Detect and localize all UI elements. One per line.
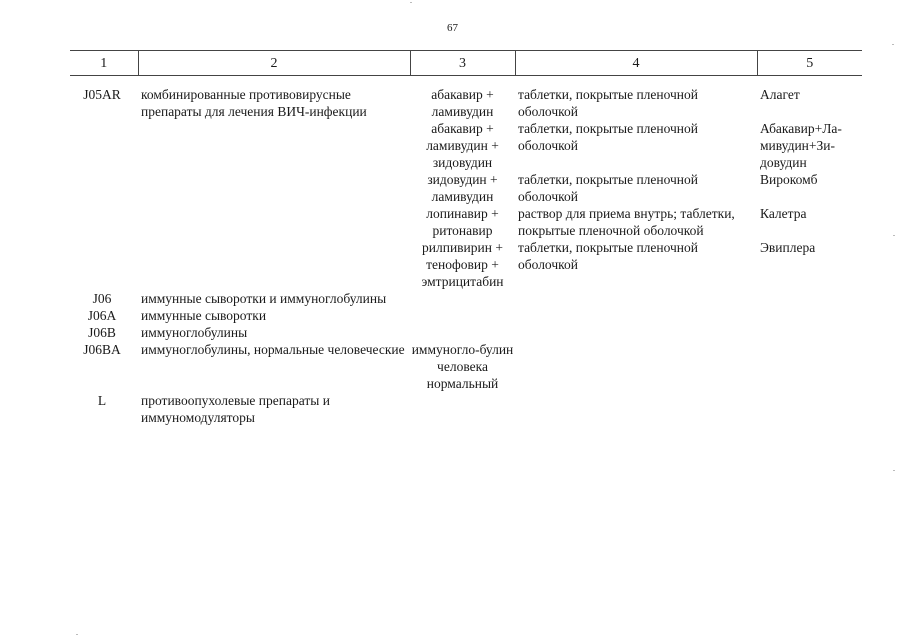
drug-inn: иммуногло-булин человека нормальный bbox=[411, 342, 514, 391]
atc-code bbox=[70, 120, 138, 171]
brand-name: Вирокомб bbox=[760, 172, 818, 187]
table-row bbox=[70, 290, 862, 307]
brand-name: Калетра bbox=[760, 206, 807, 221]
group-name: иммуноглобулины, нормальные человеческие bbox=[141, 342, 405, 357]
group-name: иммунные сыворотки bbox=[141, 308, 267, 323]
atc-code bbox=[70, 239, 138, 290]
drug-inn: зидовудин + ламивудин bbox=[427, 172, 498, 204]
drug-inn: рилпивирин + тенофовир + эмтрицитабин bbox=[421, 240, 504, 289]
dosage-form: таблетки, покрытые пленочной оболочкой bbox=[518, 87, 699, 119]
dosage-form bbox=[515, 290, 757, 307]
drug-table bbox=[70, 50, 862, 426]
group-name: противоопухолевые препараты и иммуномодуляторы bbox=[141, 393, 330, 425]
scan-speck bbox=[893, 235, 895, 236]
group-name bbox=[138, 239, 410, 290]
drug-inn: лопинавир + ритонавир bbox=[426, 206, 499, 238]
dosage-form: таблетки, покрытые пленочной оболочкой bbox=[518, 240, 699, 272]
group-name bbox=[138, 120, 410, 171]
group-name: иммунные сыворотки и иммуноглобулины bbox=[141, 291, 387, 306]
brand-name: Абакавир+Ла-мивудин+Зи-довудин bbox=[760, 121, 842, 170]
table-row bbox=[70, 76, 862, 121]
group-name: комбинированные противовирусные препараты для лечения ВИЧ-инфекции bbox=[141, 87, 367, 119]
scan-speck bbox=[893, 470, 895, 471]
dosage-form: раствор для приема внутрь; таблетки, покрытые пленочной оболочкой bbox=[518, 206, 735, 238]
dosage-form bbox=[515, 324, 757, 341]
brand-name bbox=[757, 341, 862, 392]
atc-code: J06A bbox=[87, 308, 117, 323]
dosage-form bbox=[515, 392, 757, 426]
brand-name bbox=[757, 324, 862, 341]
drug-inn: абакавир + ламивудин + зидовудин bbox=[426, 121, 499, 170]
dosage-form: таблетки, покрытые пленочной оболочкой bbox=[518, 172, 699, 204]
brand-name bbox=[757, 307, 862, 324]
brand-name: Эвиплера bbox=[760, 240, 816, 255]
column-header-2: 2 bbox=[138, 51, 410, 76]
drug-inn: абакавир + ламивудин bbox=[431, 87, 494, 119]
table-row bbox=[70, 307, 862, 324]
atc-code: J06B bbox=[88, 325, 116, 340]
drug-inn bbox=[410, 307, 515, 324]
table-header-row bbox=[70, 51, 862, 76]
column-header-4: 4 bbox=[515, 51, 757, 76]
column-header-3: 3 bbox=[410, 51, 515, 76]
table-row bbox=[70, 120, 862, 171]
atc-code: J06 bbox=[92, 291, 112, 306]
dosage-form bbox=[515, 307, 757, 324]
atc-code: L bbox=[97, 393, 107, 408]
dosage-form bbox=[515, 341, 757, 392]
group-name bbox=[138, 205, 410, 239]
drug-inn bbox=[410, 290, 515, 307]
scan-speck bbox=[892, 44, 894, 45]
scan-speck bbox=[410, 2, 412, 3]
drug-inn bbox=[410, 324, 515, 341]
table-row bbox=[70, 324, 862, 341]
column-header-1: 1 bbox=[70, 51, 138, 76]
atc-code: J05AR bbox=[83, 87, 121, 102]
table-row bbox=[70, 205, 862, 239]
page-number: 67 bbox=[447, 22, 458, 34]
column-header-5: 5 bbox=[757, 51, 862, 76]
group-name: иммуноглобулины bbox=[141, 325, 248, 340]
brand-name bbox=[757, 392, 862, 426]
table-row bbox=[70, 341, 862, 392]
drug-inn bbox=[410, 392, 515, 426]
atc-code: J06BA bbox=[83, 342, 121, 357]
brand-name bbox=[757, 290, 862, 307]
brand-name: Алагет bbox=[760, 87, 800, 102]
scan-speck bbox=[76, 634, 78, 635]
table-row bbox=[70, 239, 862, 290]
atc-code bbox=[70, 205, 138, 239]
table-row bbox=[70, 171, 862, 205]
dosage-form: таблетки, покрытые пленочной оболочкой bbox=[518, 121, 699, 153]
table-row bbox=[70, 392, 862, 426]
group-name bbox=[138, 171, 410, 205]
atc-code bbox=[70, 171, 138, 205]
